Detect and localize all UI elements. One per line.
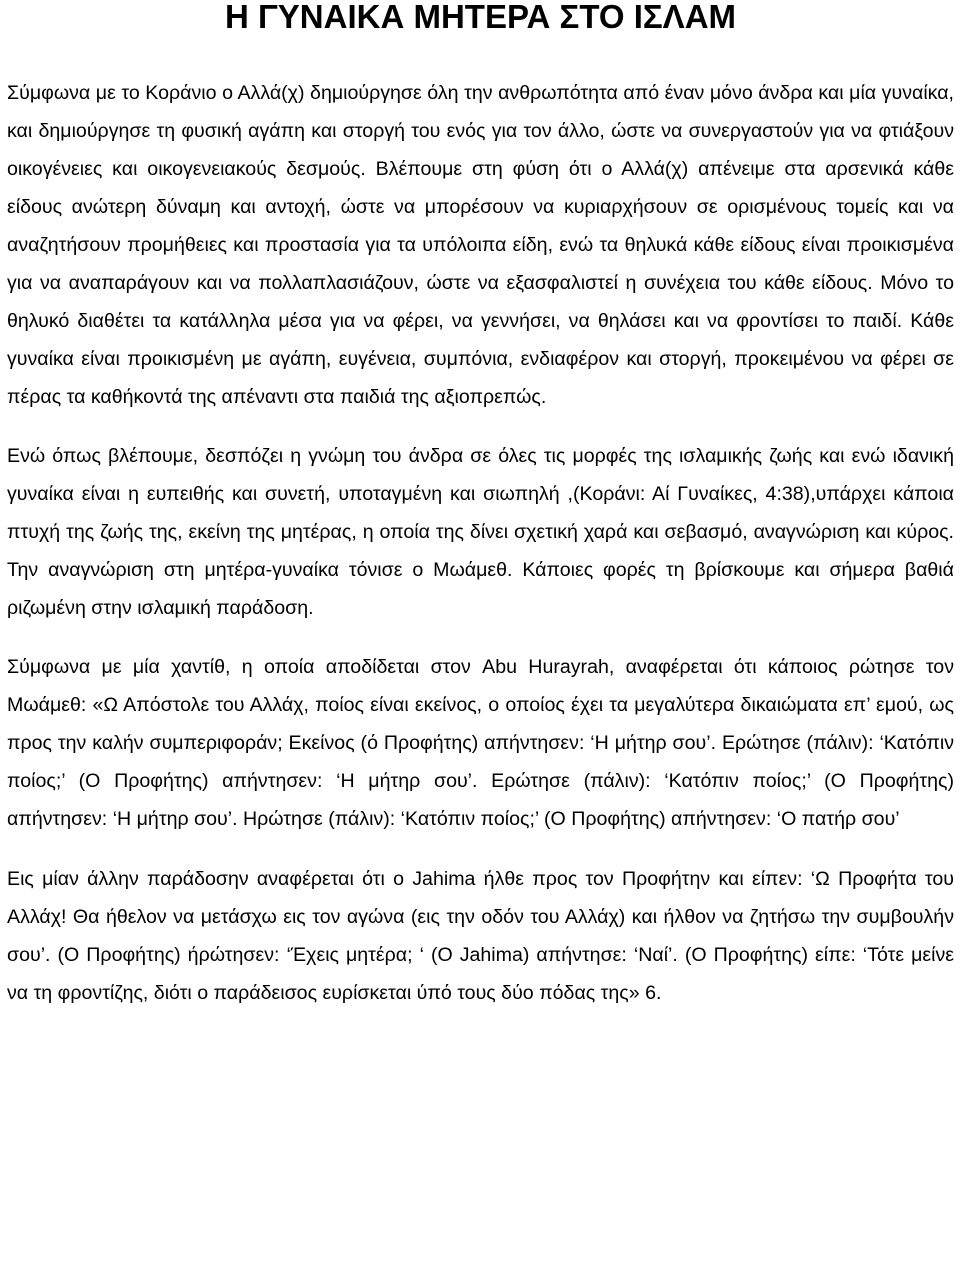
paragraph-jahima-tradition: Εις μίαν άλλην παράδοσην αναφέρεται ότι ο Jahima ήλθε προς τον Προφήτην και είπεν: ‘Ω Προφήτα του Αλλάχ! Θα ήθελον να μετάσχω εις τον αγώνα (εις την οδόν του Αλλάχ) και ήλθον να ζητήσω την συμβουλήν σου’. (Ο Προφήτης) ήρώτησεν: ‘Έχεις μητέρα; ‘ (Ο Jahima) απήντησε: ‘Ναί’. (Ο Προφήτης) είπε: ‘Τότε μείνε να τη φροντίζης, διότι ο παράδεισος ευρίσκεται ύπό τους δύο πόδας της» 6. [7,868,954,1004]
paragraph-hadith-abu-hurayrah: Σύμφωνα με μία χαντίθ, η οποία αποδίδεται στον Abu Hurayrah, αναφέρεται ότι κάποιος ρώτησε τον Μωάμεθ: «Ω Απόστολε του Αλλάχ, ποίος είναι εκείνος, ο οποίος έχει τα μεγαλύτερα δικαιώματα επ’ εμού, ως προς την καλήν συμπεριφοράν; Εκείνος (ό Προφήτης) απήντησεν: ‘Η μήτηρ σου’. Ερώτησε (πάλιν): ‘Κατόπιν ποίος;’ (Ο Προφήτης) απήντησεν: ‘Η μήτηρ σου’. Ερώτησε (πάλιν): ‘Κατόπιν ποίος;’ (Ο Προφήτης) απήντησεν: ‘Η μήτηρ σου’. Ηρώτησε (πάλιν): ‘Κατόπιν ποίος;’ (Ο Προφήτης) απήντησεν: ‘Ο πατήρ σου’ [7,656,954,830]
paragraph-creation: Σύμφωνα με το Κοράνιο ο Αλλά(χ) δημιούργησε όλη την ανθρωπότητα από έναν μόνο άνδρα και μία γυναίκα, και δημιούργησε τη φυσική αγάπη και στοργή του ενός για τον άλλο, ώστε να συνεργαστούν για να φτιάξουν οικογένειες και οικογενειακούς δεσμούς. Βλέπουμε στη φύση ότι ο Αλλά(χ) απένειμε στα αρσενικά κάθε είδους ανώτερη δύναμη και αντοχή, ώστε να μπορέσουν να κυριαρχήσουν σε ορισμένους τομείς και να αναζητήσουν προμήθειες και προστασία για τα υπόλοιπα είδη, ενώ τα θηλυκά κάθε είδους είναι προικισμένα για να αναπαράγουν και να πολλαπλασιάζουν, ώστε να εξασφαλιστεί η συνέχεια του κάθε είδους. Μόνο το θηλυκό διαθέτει τα κατάλληλα μέσα για να φέρει, να γεννήσει, να θηλάσει και να φροντίσει το παιδί. Κάθε γυναίκα είναι προικισμένη με αγάπη, ευγένεια, συμπόνια, ενδιαφέρον και στοργή, προκειμένου να φέρει σε πέρας τα καθήκοντά της απέναντι στα παιδιά της αξιοπρεπώς. [7,82,954,408]
paragraph-mother-respect: Ενώ όπως βλέπουμε, δεσπόζει η γνώμη του άνδρα σε όλες τις μορφές της ισλαμικής ζωής και ενώ ιδανική γυναίκα είναι η ευπειθής και συνετή, υποταγμένη και σιωπηλή ,(Κοράνι: Αί Γυναίκες, 4:38),υπάρχει κάποια πτυχή της ζωής της, εκείνη της μητέρας, η οποία της δίνει σχετική χαρά και σεβασμό, αναγνώριση και κύρος. Την αναγνώριση στη μητέρα-γυναίκα τόνισε ο Μωάμεθ. Κάποιες φορές τη βρίσκουμε και σήμερα βαθιά ριζωμένη στην ισλαμική παράδοση. [7,445,954,619]
document-title: Η ΓΥΝΑΙΚΑ ΜΗΤΕΡΑ ΣΤΟ ΙΣΛΑΜ [224,0,737,35]
document-page [7,0,954,1012]
